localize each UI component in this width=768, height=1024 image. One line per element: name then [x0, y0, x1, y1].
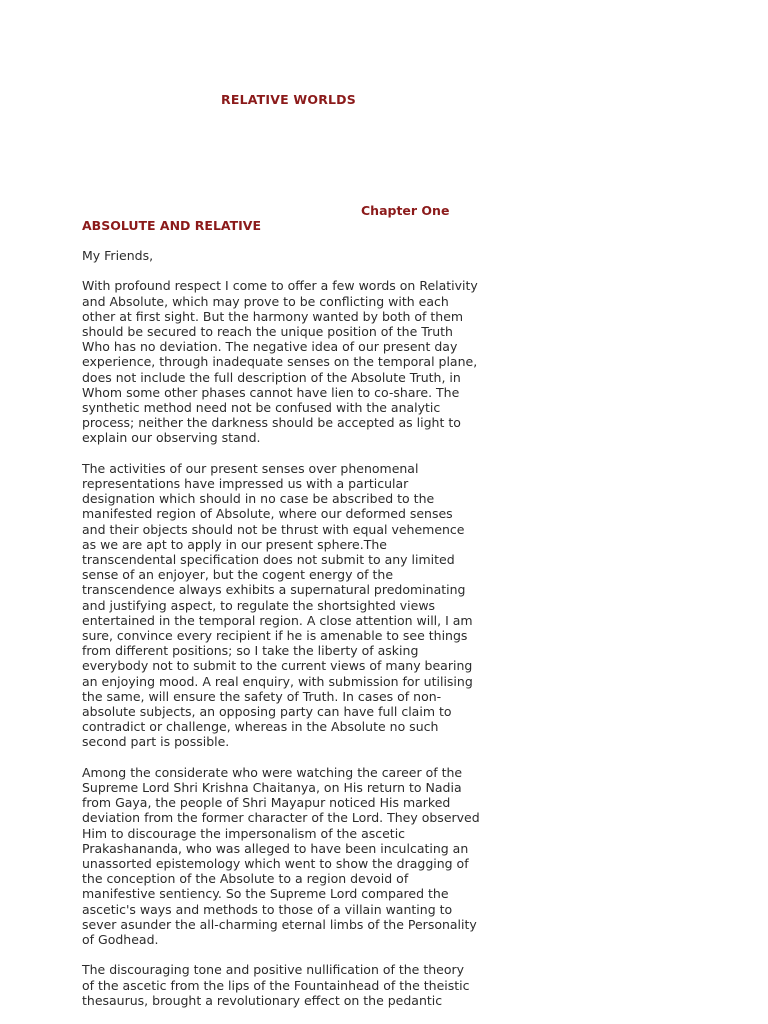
chapter-number: Chapter One — [361, 203, 450, 218]
paragraph-line: an enjoying mood. A real enquiry, with submission for utilising — [82, 673, 473, 689]
paragraph-line: Whom some other phases cannot have lien to co-share. The — [82, 384, 460, 400]
paragraph-line: and Absolute, which may prove to be conflicting with each — [82, 293, 449, 309]
paragraph-line: of the ascetic from the lips of the Fountainhead of the theistic — [82, 977, 470, 993]
document-title: RELATIVE WORLDS — [221, 92, 356, 107]
document-body — [82, 248, 522, 1023]
paragraph-line: entertained in the temporal region. A close attention will, I am — [82, 612, 473, 628]
paragraph-line: the same, will ensure the safety of Truth. In cases of non- — [82, 688, 442, 704]
paragraph-line: transcendence always exhibits a supernatural predominating — [82, 582, 466, 598]
paragraph-line: should be secured to reach the unique position of the Truth — [82, 324, 453, 339]
paragraph-line: thesaurus, brought a revolutionary effect on the pedantic — [82, 992, 443, 1008]
paragraph-line: and justifying aspect, to regulate the shortsighted views — [82, 597, 436, 613]
paragraph-line: manifestive sentiency. So the Supreme Lord compared the — [82, 886, 449, 902]
paragraph-line: Him to discourage the impersonalism of the ascetic — [82, 825, 406, 841]
paragraph-line: Among the considerate who were watching the career of the — [82, 764, 463, 780]
paragraph-line: process; neither the darkness should be accepted as light to — [82, 415, 461, 431]
paragraph-line: and their objects should not be thrust with equal vehemence — [82, 521, 465, 537]
paragraph-line: deviation from the former character of the Lord. They observed — [82, 810, 480, 826]
paragraph-line: from different positions; so I take the liberty of asking — [82, 643, 419, 659]
paragraph-line: contradict or challenge, whereas in the Absolute no such — [82, 719, 439, 735]
body-paragraph — [82, 461, 522, 750]
paragraph-line: sure, convince every recipient if he is amenable to see things — [82, 628, 468, 644]
paragraph-line: absolute subjects, an opposing party can have full claim to — [82, 704, 452, 720]
paragraph-line: everybody not to submit to the current views of many bearing — [82, 658, 473, 674]
paragraph-line: other at first sight. But the harmony wanted by both of them — [82, 308, 464, 324]
paragraph-line: does not include the full description of the Absolute Truth, in — [82, 369, 461, 385]
paragraph-line: explain our observing stand. — [82, 430, 261, 446]
paragraph-line: of Godhead. — [82, 932, 159, 948]
paragraph-line: sense of an enjoyer, but the cogent energy of the — [82, 567, 394, 583]
paragraph-line: Supreme Lord Shri Krishna Chaitanya, on His return to Nadia — [82, 780, 462, 796]
paragraph-line: manifested region of Absolute, where our deformed senses — [82, 506, 453, 522]
paragraph-line: sever asunder the all-charming eternal limbs of the Personality — [82, 916, 477, 932]
paragraph-line: experience, through inadequate senses on the temporal plane, — [82, 354, 478, 370]
paragraph-line: ascetic's ways and methods to those of a villain wanting to — [82, 901, 453, 917]
paragraph-line: unassorted epistemology which went to show the dragging of — [82, 856, 469, 872]
paragraph-line: designation which should in no case be abscribed to the — [82, 491, 435, 507]
body-paragraph — [82, 765, 522, 947]
paragraph-line: representations have impressed us with a particular — [82, 476, 409, 492]
paragraph-line: The activities of our present senses over phenomenal — [82, 460, 419, 476]
paragraph-line: synthetic method need not be confused with the analytic — [82, 400, 441, 416]
paragraph-line: the conception of the Absolute to a region devoid of — [82, 871, 409, 887]
paragraph-line: Who has no deviation. The negative idea of our present day — [82, 339, 458, 355]
chapter-title: ABSOLUTE AND RELATIVE — [82, 218, 262, 233]
paragraph-line: as we are apt to apply in our present sphere.The — [82, 536, 387, 552]
body-paragraph — [82, 278, 522, 445]
salutation: My Friends, — [82, 248, 154, 263]
paragraph-line: transcendental specification does not submit to any limited — [82, 552, 455, 568]
paragraph-line: second part is possible. — [82, 734, 230, 750]
paragraph-line: With profound respect I come to offer a few words on Relativity — [82, 278, 478, 294]
paragraph-line: The discouraging tone and positive nullification of the theory — [82, 962, 465, 978]
body-paragraph — [82, 962, 522, 1008]
paragraph-line: from Gaya, the people of Shri Mayapur noticed His marked — [82, 795, 451, 811]
paragraph-line: Prakashananda, who was alleged to have been inculcating an — [82, 840, 469, 856]
